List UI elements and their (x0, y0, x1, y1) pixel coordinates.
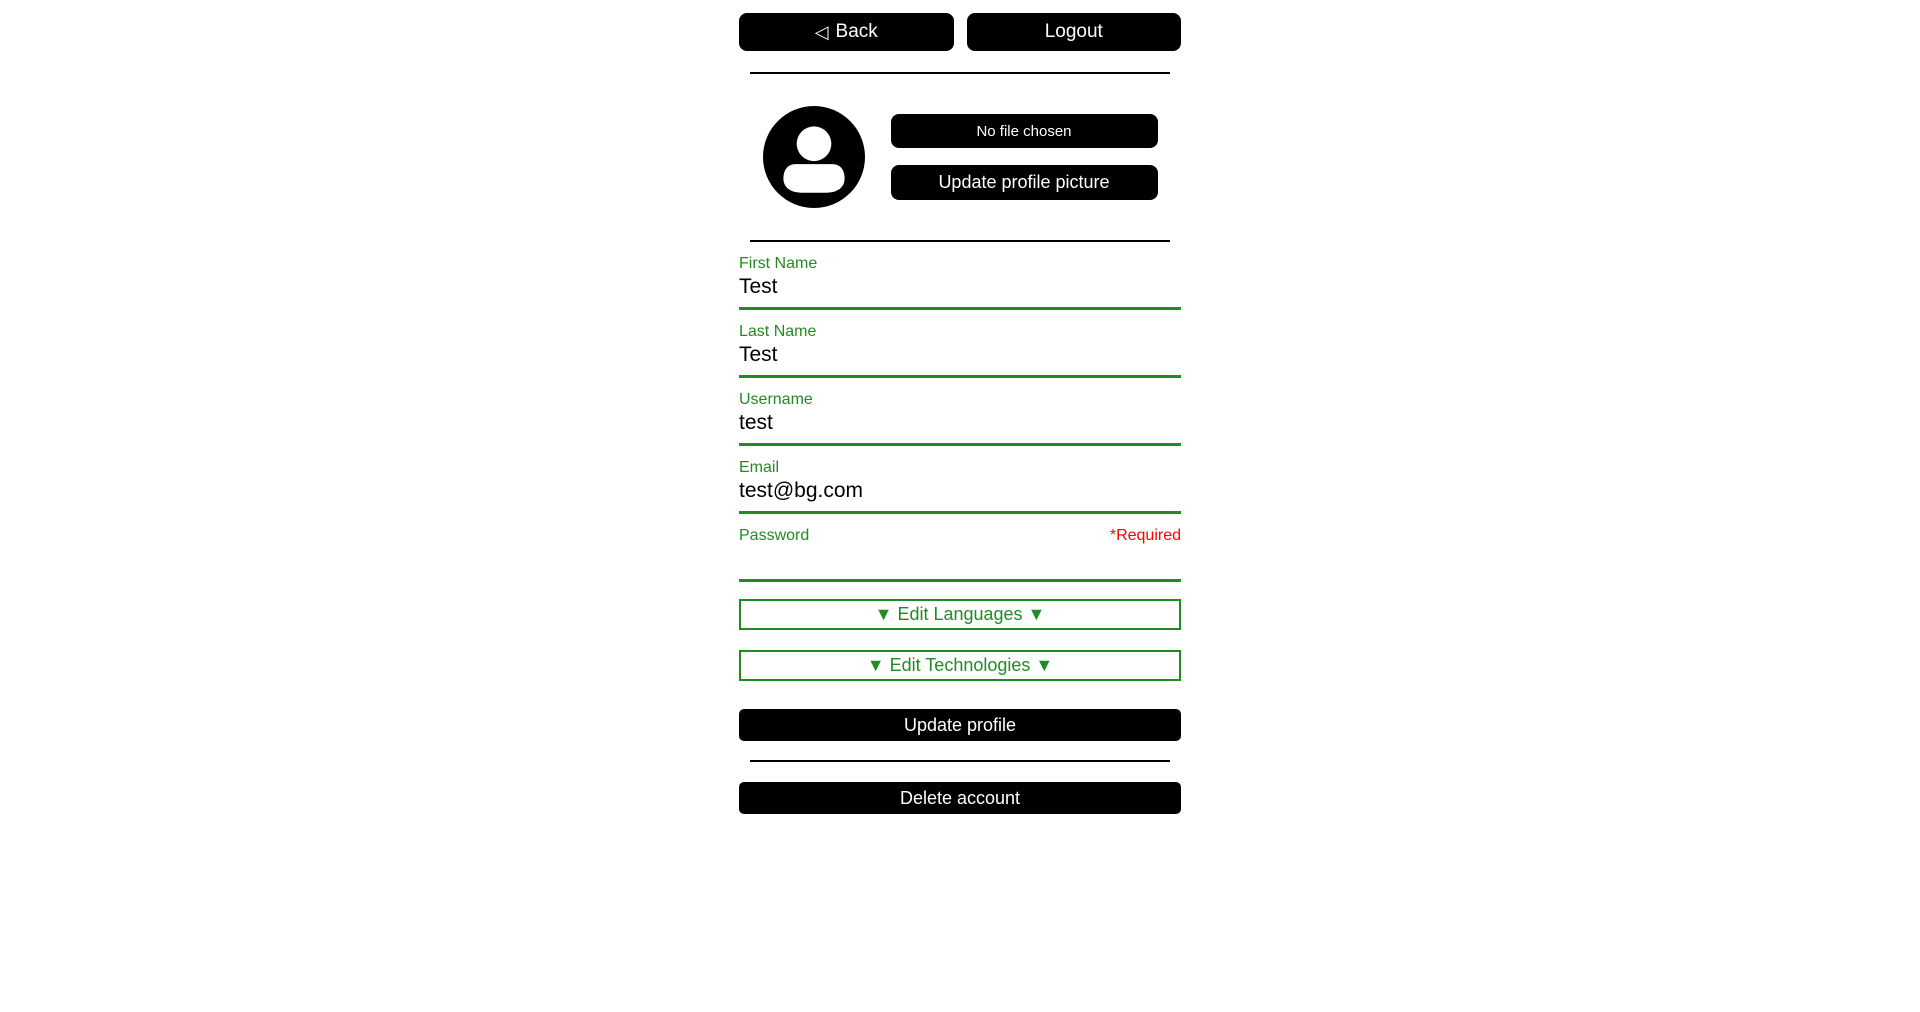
back-button[interactable] (739, 13, 954, 51)
update-picture-button[interactable] (891, 165, 1158, 200)
field-username (739, 391, 1181, 446)
field-email (739, 459, 1181, 514)
username-input[interactable] (739, 409, 1181, 446)
file-status-label: No file chosen (976, 122, 1072, 140)
username-label-row (739, 391, 1181, 409)
top-button-bar (739, 13, 1181, 51)
password-input[interactable] (739, 545, 1181, 582)
first-name-label-row (739, 255, 1181, 273)
file-input-button[interactable] (891, 114, 1158, 148)
first-name-input[interactable] (739, 273, 1181, 310)
first-name-label: First Name (739, 255, 818, 272)
username-label: Username (739, 391, 813, 408)
email-label: Email (739, 459, 780, 476)
divider-avatar (750, 240, 1170, 242)
password-label-row (739, 527, 1181, 545)
update-profile-button[interactable] (739, 709, 1181, 741)
last-name-label-row (739, 323, 1181, 341)
edit-languages-button[interactable] (739, 599, 1181, 630)
divider-top (750, 72, 1170, 74)
avatar (763, 106, 865, 208)
picture-buttons-column (891, 114, 1158, 200)
field-password (739, 527, 1181, 582)
profile-settings-page (739, 0, 1181, 814)
password-label: Password (739, 527, 810, 544)
update-profile-label: Update profile (903, 714, 1017, 735)
last-name-input[interactable] (739, 341, 1181, 378)
logout-button[interactable] (967, 13, 1182, 51)
delete-account-button[interactable] (739, 782, 1181, 814)
edit-technologies-label: ▼ Edit Technologies ▼ (866, 655, 1054, 675)
email-label-row (739, 459, 1181, 477)
field-last-name (739, 323, 1181, 378)
person-icon (763, 106, 865, 208)
edit-technologies-button[interactable] (739, 650, 1181, 681)
logout-button-label: Logout (1044, 21, 1103, 42)
delete-account-label: Delete account (899, 787, 1021, 808)
email-input[interactable] (739, 477, 1181, 514)
profile-picture-section (739, 106, 1181, 208)
back-arrow-icon: ◁ (814, 22, 829, 42)
divider-delete (750, 760, 1170, 762)
password-required-note: *Required (1109, 527, 1181, 544)
edit-languages-label: ▼ Edit Languages ▼ (874, 604, 1046, 624)
back-button-label: Back (835, 21, 878, 42)
update-picture-label: Update profile picture (938, 172, 1110, 192)
last-name-label: Last Name (739, 323, 817, 340)
field-first-name (739, 255, 1181, 310)
